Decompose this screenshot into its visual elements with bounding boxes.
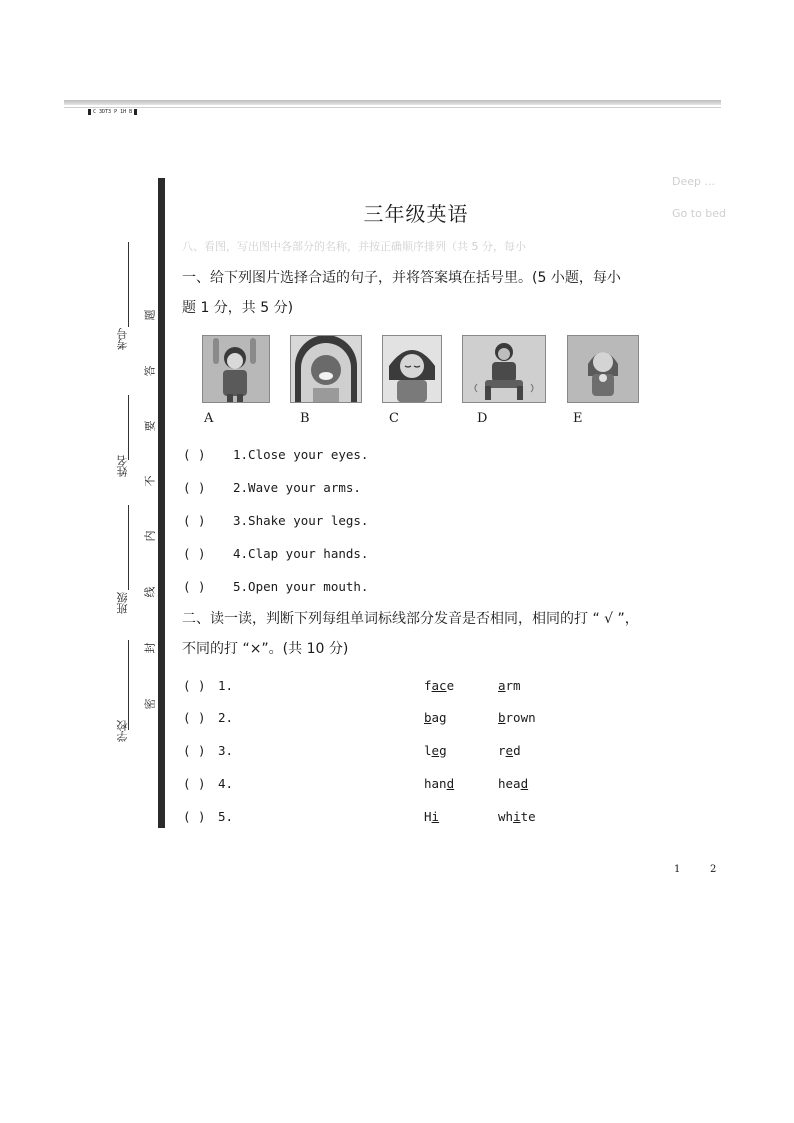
seal-char: 封	[143, 642, 157, 654]
answer-blank[interactable]: ( )	[183, 678, 206, 693]
word-2: head	[498, 776, 529, 791]
name-label: 姓名	[116, 455, 129, 477]
answer-blank[interactable]: ( )	[183, 776, 206, 791]
answer-blank[interactable]: ( )	[183, 513, 206, 528]
seal-char: 题	[143, 309, 157, 321]
answer-blank[interactable]: ( )	[183, 809, 206, 824]
page-number: 1	[674, 864, 681, 875]
phonics-row: ( ) 4. hand head	[183, 776, 529, 791]
answer-blank[interactable]: ( )	[183, 447, 206, 462]
question-row: ( ) 5.Open your mouth.	[183, 579, 369, 594]
boy-face-icon	[290, 335, 362, 403]
boy-sitting-icon	[462, 335, 546, 403]
top-rule	[64, 100, 721, 105]
phonics-row: ( ) 3. leg red	[183, 743, 521, 758]
exam-no-label: 考号	[116, 328, 129, 350]
word-1: leg	[424, 743, 447, 758]
top-rule-thin	[64, 107, 721, 108]
answer-blank[interactable]: ( )	[183, 480, 206, 495]
phonics-row: ( ) 2. bag brown	[183, 710, 536, 725]
question-row: ( ) 3.Shake your legs.	[183, 513, 369, 528]
answer-blank[interactable]: ( )	[183, 546, 206, 561]
page-number: 2	[710, 864, 717, 875]
seal-char: 密	[143, 698, 157, 710]
section1-heading: 一、给下列图片选择合适的句子，并将答案填在括号里。(5 小题，每小 题 1 分，共 5 分)	[182, 270, 621, 316]
section2-heading: 二、读一读，判断下列每组单词标线部分发音是否相同，相同的打 “ √ ”， 不同的打 “×”。(共 10 分)	[182, 611, 639, 657]
phonics-row: ( ) 1. face arm	[183, 678, 521, 693]
answer-blank[interactable]: ( )	[183, 743, 206, 758]
word-1: face	[424, 678, 455, 693]
question-row: ( ) 1.Close your eyes.	[183, 447, 369, 462]
girl-closing-eyes-icon	[382, 335, 442, 403]
question-row: ( ) 2.Wave your arms.	[183, 480, 361, 495]
school-line	[128, 640, 129, 730]
phonics-row: ( ) 5. Hi white	[183, 809, 536, 824]
word-1: hand	[424, 776, 455, 791]
seal-char: 不	[143, 475, 157, 487]
answer-blank[interactable]: ( )	[183, 710, 206, 725]
bleed-text: Deep ...	[672, 175, 715, 188]
word-2: brown	[498, 710, 536, 725]
bleed-text: 八、看图，写出图中各部分的名称，并按正确顺序排列（共 5 分，每小	[182, 240, 526, 253]
question-row: ( ) 4.Clap your hands.	[183, 546, 369, 561]
picture-label: D	[477, 411, 488, 426]
word-2: white	[498, 809, 536, 824]
bleed-text: Go to bed	[672, 207, 727, 220]
picture-label: C	[389, 411, 399, 426]
word-1: Hi	[424, 809, 440, 824]
seal-char: 要	[143, 420, 157, 432]
picture-label: B	[300, 411, 310, 426]
seal-char: 内	[143, 530, 157, 542]
word-2: red	[498, 743, 521, 758]
girl-clapping-icon	[567, 335, 639, 403]
word-1: bag	[424, 710, 447, 725]
picture-label: A	[204, 411, 214, 426]
picture-label: E	[573, 411, 583, 426]
scan-code: C 3DT3 P 1H B	[88, 109, 137, 115]
binding-bar	[158, 178, 165, 828]
name-line	[128, 395, 129, 460]
class-line	[128, 505, 129, 590]
school-label: 学校	[116, 720, 129, 742]
answer-blank[interactable]: ( )	[183, 579, 206, 594]
word-2: arm	[498, 678, 521, 693]
seal-char: 答	[143, 365, 157, 377]
page-title: 三年级英语	[363, 202, 469, 226]
girl-waving-icon	[202, 335, 270, 403]
exam-no-line	[128, 242, 129, 327]
seal-char: 线	[143, 586, 157, 598]
class-label: 班级	[116, 592, 129, 614]
